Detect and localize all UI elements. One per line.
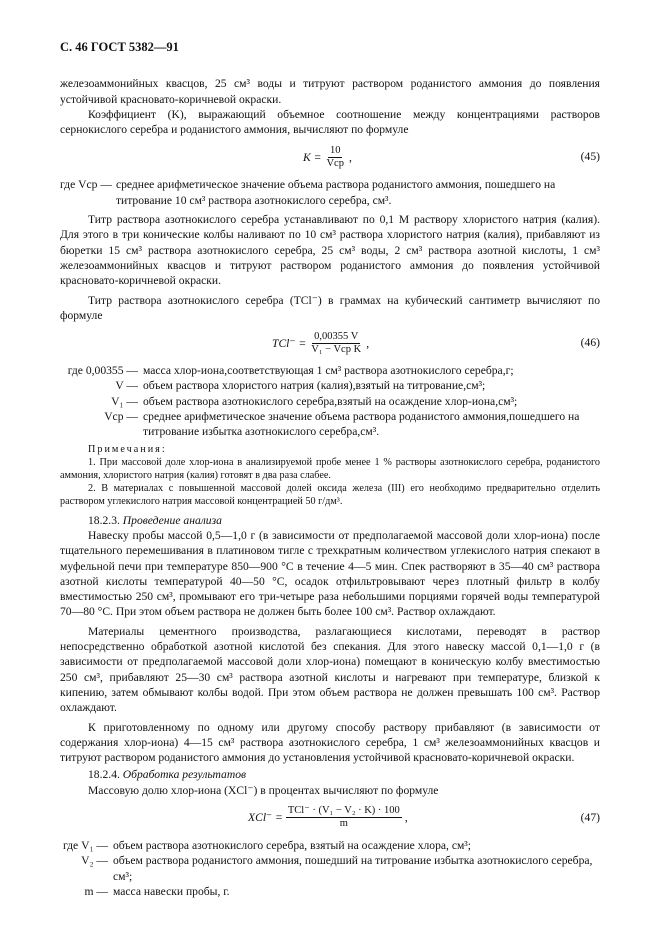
definitions-47 <box>60 838 600 899</box>
definition-symbol: где 0,00355 — <box>67 364 138 378</box>
definition-symbol: где Vср — <box>60 178 112 192</box>
paragraph: Материалы цементного производства, разлагающиеся кислотами, переводят в раствор непосредственно обработкой азотной кислотой без спекания. Для этого навеску массой 0,1—1,0 г (в зависимости от предполагаемой массовой доли хлор-иона) помещают в коническую колбу вместимостью 250 см³, прибавляют 25—30 см³ раствора азотной кислоты и нагревают при температуре, близкой к кипению, затем обмывают колбы водой. При этом объем раствора не должен превышать 100 см³. Раствор охлаждают. <box>60 624 600 715</box>
fraction <box>309 331 363 356</box>
definition-text: среднее арифметическое значение объема раствора роданистого аммония, пошедшего на титрование 10 см³ раствора азотнокислого серебра, см³. <box>115 178 556 207</box>
definition-symbol: V — <box>115 379 138 393</box>
denominator: Vср <box>326 157 344 169</box>
document-page <box>60 40 600 899</box>
definition-text: объем раствора азотнокислого серебра, взятый на осаждение хлора, см³; <box>113 838 472 852</box>
definition-row <box>60 177 600 208</box>
section-heading <box>60 767 600 782</box>
numerator: 10 <box>329 144 341 156</box>
paragraph: К приготовленному по одному или другому способу раствору прибавляют (в зависимости от содержания хлор-иона) 4—15 см³ раствора азотнокислого серебра, 1 см³ железоаммонийных квасцов и титруют раствором роданистого аммония до установления устойчивой красновато-коричневой окраски. <box>60 720 600 765</box>
denominator: m <box>339 818 348 830</box>
formula-lhs: K = <box>303 150 322 164</box>
formula-lhs: TCl⁻ = <box>272 336 307 350</box>
definition-text: масса навески пробы, г. <box>113 884 230 898</box>
definition-text: объем раствора хлористого натрия (калия),взятый на титрование,см³; <box>143 379 486 393</box>
definitions-46 <box>60 363 600 439</box>
definition-text: масса хлор-иона,соответствующая 1 см³ раствора азотнокислого серебра,г; <box>143 364 514 378</box>
formula-45 <box>60 140 600 174</box>
section-number: 18.2.4. <box>88 768 120 782</box>
formula-number: (46) <box>580 336 600 350</box>
fraction <box>324 145 346 170</box>
note-item: 2. В материалах с повышенной массовой долей оксида железа (III) его необходимо предварительно отделить раствором углекислого натрия массовой концентрацией 50 г/дм³. <box>60 482 600 507</box>
definition-text: среднее арифметическое значение объема раствора роданистого аммония,пошедшего на титрование избытка азотнокислого серебра,см³. <box>143 410 580 439</box>
section-number: 18.2.3. <box>88 513 120 527</box>
section-title: Проведение анализа <box>122 513 222 527</box>
definition-symbol: m — <box>84 884 108 898</box>
definition-text: объем раствора роданистого аммония, пошедший на титрование избытка азотнокислого серебра, см³; <box>113 854 593 883</box>
definition-row <box>60 409 600 440</box>
formula-number: (47) <box>580 810 600 824</box>
formula-46 <box>60 326 600 360</box>
definition-row <box>60 363 600 378</box>
denominator: V₁ − Vср K <box>311 343 362 355</box>
formula-number: (45) <box>580 150 600 164</box>
definition-row <box>60 853 600 884</box>
section-heading <box>60 513 600 528</box>
paragraph: Титр раствора азотнокислого серебра (TCl⁻) в граммах на кубический сантиметр вычисляют по формуле <box>60 293 600 322</box>
paragraph: Коэффициент (K), выражающий объемное соотношение между концентрациями растворов сернокислого серебра и роданистого аммония, вычисляют по формуле <box>60 107 600 137</box>
paragraph: Навеску пробы массой 0,5—1,0 г (в зависимости от предполагаемой массовой доли хлор-иона) после тщательного перемешивания в платиновом тигле с трехкратным количеством углекислого натрия спекают в муфельной печи при температуре 850—900 °С в течение 4—5 мин. Спек растворяют в 35—40 см³ раствора азотной кислоты температурой 40—50 °С, осадок отфильтровывают через плотный фильтр в колбу вместимостью 250 см³, промывают его три-четыре раза небольшими порциями горячей воды температурой 70—80 °С. При этом объем раствора не должен быть более 100 см³. Раствор охлаждают. <box>60 528 600 619</box>
definition-text: объем раствора азотнокислого серебра,взятый на осаждение хлор-иона,см³; <box>143 394 518 408</box>
definition-symbol: V₁ — <box>111 394 138 408</box>
definition-symbol: V₂ — <box>81 854 108 868</box>
definition-symbol: Vср — <box>104 410 138 424</box>
formula-tail: , <box>348 150 352 164</box>
definition-symbol: где V₁ — <box>62 838 108 852</box>
paragraph: Титр раствора азотнокислого серебра устанавливают по 0,1 М раствору хлористого натрия (калия). Для этого в три конические колбы наливают по 10 см³ раствора хлористого натрия (калия), прибавляют из бюретки 15 см³ раствора азотнокислого серебра, 25 см³ воды, 2 см³ раствора азотной кислоты, 1 см³ железоаммонийных квасцов и титруют раствором роданистого аммония до появления устойчивой красновато-коричневой окраски. <box>60 213 600 288</box>
definition-row <box>60 838 600 853</box>
formula-47 <box>60 801 600 835</box>
page-header: С. 46 ГОСТ 5382—91 <box>60 40 179 54</box>
definition-row <box>60 378 600 393</box>
section-title: Обработка результатов <box>122 768 247 782</box>
fraction <box>286 805 402 830</box>
formula-tail: , <box>366 336 370 350</box>
paragraph: Массовую долю хлор-иона (XCl⁻) в процентах вычисляют по формуле <box>88 783 439 797</box>
formula-tail: , <box>404 811 408 825</box>
definition-row <box>60 394 600 409</box>
notes-title: Примечания: <box>88 443 167 455</box>
numerator: 0,00355 V <box>314 330 359 342</box>
paragraph: железоаммонийных квасцов, 25 см³ воды и титруют раствором роданистого аммония до появления устойчивой красновато-коричневой окраски. <box>60 77 600 106</box>
definition-row <box>60 884 600 899</box>
note-item: 1. При массовой доле хлор-иона в анализируемой пробе менее 1 % растворы азотнокислого серебра, роданистого аммония, хлористого натрия (калия) готовят в два раза слабее. <box>60 456 600 481</box>
numerator: TCl⁻ · (V₁ − V₂ · K) · 100 <box>287 805 400 817</box>
notes-block <box>60 443 600 508</box>
formula-lhs: XCl⁻ = <box>248 811 283 825</box>
